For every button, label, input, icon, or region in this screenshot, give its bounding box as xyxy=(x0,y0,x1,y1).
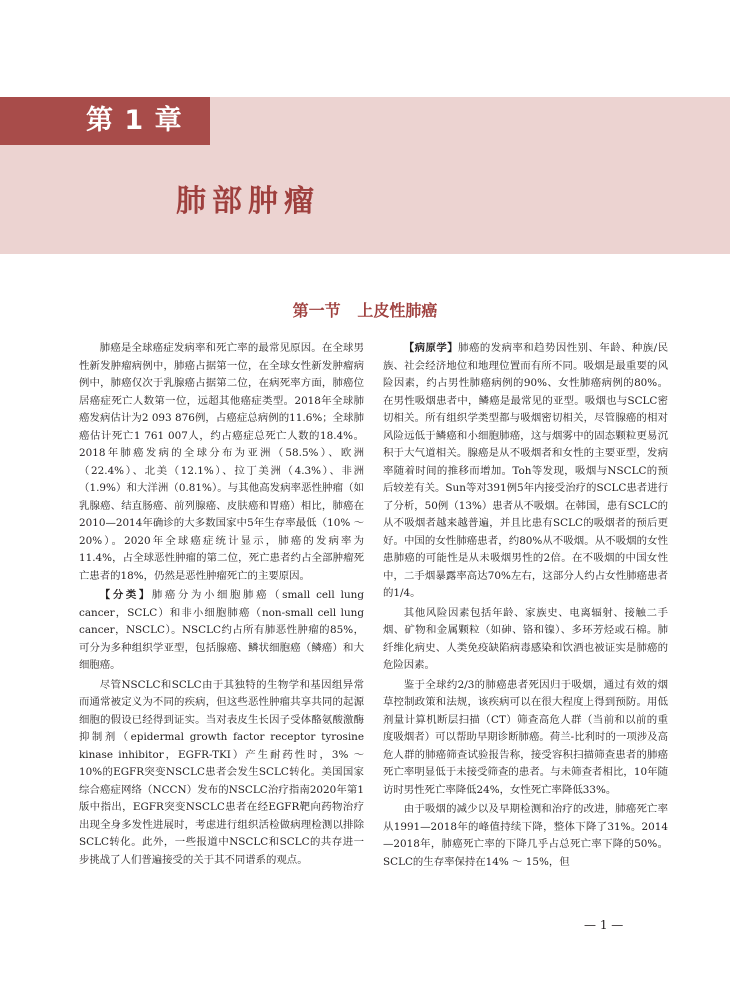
etiology-text: 肺癌的发病率和趋势因性别、年龄、种族/民族、社会经济地位和地理位置而有所不同。吸烟是最重要的风险因素，约占男性肺癌病例的90%、女性肺癌病例的80%。在男性吸烟患者中，鳞癌是最常见的亚型。吸烟也与SCLC密切相关。所有组织学类型都与吸烟密切相关，尽管腺癌的相对风险远低于鳞癌和小细胞肺癌，这与烟雾中的固态颗粒更易沉积于大气道相关。腺癌是从不吸烟者和女性的主要亚型，发病率随着时间的推移而增加。Toh等发现，吸烟与NSCLC的预后较差有关。Sun等对391例5年内接受治疗的SCLC患者进行了分析，50例（13%）患者从不吸烟。在韩国，患有SCLC的从不吸烟者越来越普遍，并且比患有SCLC的吸烟者的预后更好。中国的女性肺癌患者，约80%从不吸烟。从不吸烟的女性患肺癌的可能性是从未吸烟男性的2倍。在不吸烟的中国女性中，二手烟暴露率高达70%左右，这部分人约占女性肺癌患者的1/4。 xyxy=(383,342,669,599)
paragraph-prevention: 鉴于全球约2/3的肺癌患者死因归于吸烟，通过有效的烟草控制政策和法规，该疾病可以在很大程度上得到预防。用低剂量计算机断层扫描（CT）筛查高危人群（当前和以前的重度吸烟者）可以帮助早期诊断肺癌。荷兰-比利时的一项涉及高危人群的肺癌筛查试验报告称，接受容积扫描筛查患者的肺癌死亡率明显低于未接受筛查的患者。与未筛查者相比，10年随访时男性死亡率降低24%，女性死亡率降低33%。 xyxy=(383,678,668,796)
paragraph-lineage: 尽管NSCLC和SCLC由于其独特的生物学和基因组异常而通常被定义为不同的疾病，但这些恶性肿瘤共享共同的起源细胞的假设已经得到证实。当对表皮生长因子受体酪氨酸激酶抑制剂（epidermal growth factor receptor tyrosine kinase inhibitor，EGFR-TKI）产生耐药性时，3% ～ 10%的EGFR突变NSCLC患者会发生SCLC转化。美国国家综合癌症网络（NCCN）发布的NSCLC治疗指南2020年第1版中指出，EGFR突变NSCLC患者在经EGFR靶向药物治疗出现全身多发性进展时，考虑进行组织活检做病理检测以排除SCLC转化。此外，一些报道中NSCLC和SCLC的共存进一步挑战了人们普遍接受的关于其不同谱系的观点。 xyxy=(79,678,364,866)
classification-text: 肺癌分为小细胞肺癌（small cell lung cancer，SCLC）和非小细胞肺癌（non-small cell lung cancer，NSCLC）。NSCLC约占所有肺恶性肿瘤的85%，可分为多种组织学亚型，包括腺癌、鳞状细胞癌（鳞癌）和大细胞癌。 xyxy=(79,589,364,671)
section-title: 第一节 上皮性肺癌 xyxy=(292,301,438,320)
page-number: — 1 — xyxy=(584,918,624,932)
paragraph-mortality-trend: 由于吸烟的减少以及早期检测和治疗的改进，肺癌死亡率从1991—2018年的峰值持续下降，整体下降了31%。2014—2018年，肺癌死亡率的下降几乎占总死亡率下降的50%。SCLC的生存率保持在14% ～ 15%，但 xyxy=(383,803,668,868)
paragraph-incidence: 肺癌是全球癌症发病率和死亡率的最常见原因。在全球男性新发肿瘤病例中，肺癌占据第一位，在全球女性新发肿瘤病例中，肺癌仅次于乳腺癌占据第二位，在病死率方面，肺癌位居癌症死亡人数第一位，远超其他癌症类型。2018年全球肺癌发病估计为2 093 876例，占癌症总病例的11.6%；全球肺癌估计死亡1 761 007人，约占癌症总死亡人数的18.4%。2018年肺癌发病的全球分布为亚洲（58.5%）、欧洲（22.4%）、北美（12.1%）、拉丁美洲（4.3%）、非洲（1.9%）和大洋洲（0.81%）。与其他高发病率恶性肿瘤（如乳腺癌、结直肠癌、前列腺癌、皮肤癌和胃癌）相比，肺癌在2010—2014年确诊的大多数国家中5年生存率最低（10% ～ 20%）。2020年全球癌症统计显示，肺癌的发病率为11.4%，占全球恶性肿瘤的第二位，死亡患者约占全部肿瘤死亡患者的18%，仍然是恶性肿瘤死亡的主要原因。 xyxy=(79,342,364,582)
paragraph-risk-factors: 其他风险因素包括年龄、家族史、电离辐射、接触二手烟、矿物和金属颗粒（如砷、铬和镍）、多环芳烃或石棉。肺纤维化病史、人类免疫缺陷病毒感染和饮酒也被证实是肺癌的危险因素。 xyxy=(383,606,668,671)
classification-term: 【分类】 xyxy=(99,589,152,601)
chapter-title: 肺部肿瘤 xyxy=(176,184,320,219)
paragraph-classification xyxy=(79,587,364,675)
chapter-number-label: 第 1 章 xyxy=(86,105,183,136)
etiology-term: 【病原学】 xyxy=(403,342,459,354)
right-text-column xyxy=(383,340,668,873)
chapter-header-band xyxy=(0,0,730,254)
left-text-column xyxy=(79,340,364,871)
paragraph-etiology xyxy=(383,340,668,603)
